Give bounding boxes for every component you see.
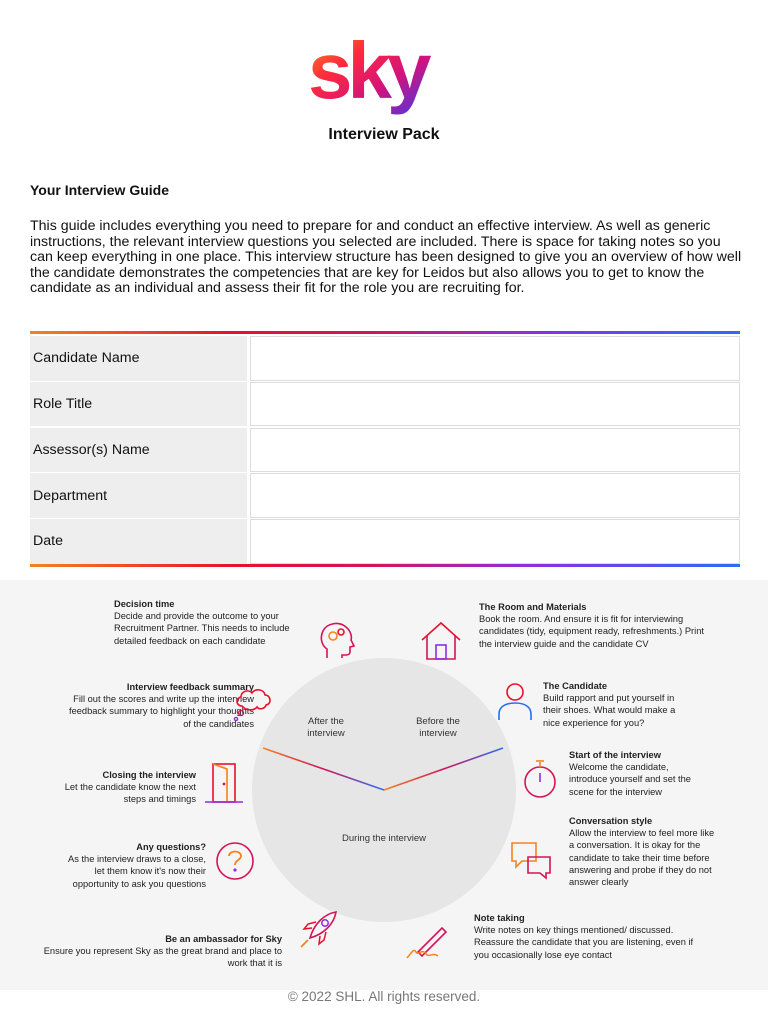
stopwatch-icon [517, 756, 563, 802]
step-title: Closing the interview [102, 770, 196, 780]
rocket-icon [296, 906, 342, 952]
step-text: Write notes on key things mentioned/ discussed. Reassure the candidate that you are listening, even if you occasionally lose eye contact [474, 925, 694, 960]
step-text: Let the candidate know the next steps and timings [64, 782, 196, 805]
step-text: Ensure you represent Sky as the great brand and place to work that it is [43, 946, 282, 969]
step-feedback-summary [60, 681, 254, 730]
step-note-taking [474, 912, 694, 961]
form-row-date [30, 519, 740, 564]
step-title: Be an ambassador for Sky [165, 934, 282, 944]
gradient-divider-top [30, 331, 740, 334]
thought-cloud-icon [230, 682, 276, 728]
candidate-details-form [30, 336, 740, 565]
step-title: Conversation style [569, 816, 653, 826]
candidate-name-label: Candidate Name [30, 336, 247, 381]
copyright-footer: © 2022 SHL. All rights reserved. [287, 989, 481, 1004]
gradient-divider-bottom [30, 564, 740, 567]
step-title: Decision time [114, 599, 175, 609]
candidate-name-field[interactable] [250, 336, 740, 381]
date-label: Date [30, 519, 247, 564]
step-conversation-style [569, 815, 719, 888]
form-row-assessor-name [30, 428, 740, 473]
step-text: Welcome the candidate, introduce yourself and set the scene for the interview [569, 762, 691, 797]
department-label: Department [30, 473, 247, 518]
step-title: The Room and Materials [479, 602, 587, 612]
form-row-role-title [30, 382, 740, 427]
step-title: Any questions? [136, 842, 206, 852]
step-title: Start of the interview [569, 750, 661, 760]
form-row-candidate-name [30, 336, 740, 381]
step-text: Decide and provide the outcome to your Recruitment Partner. This needs to include detailed feedback on each candidate [114, 611, 290, 646]
segment-after-label: After the interview [307, 716, 345, 739]
segment-before-label: Before the interview [416, 716, 460, 739]
date-field[interactable] [250, 519, 740, 564]
person-icon [492, 678, 538, 724]
step-start-interview [569, 749, 709, 798]
guide-heading: Your Interview Guide [30, 182, 169, 198]
door-icon [201, 760, 247, 806]
form-row-department [30, 473, 740, 518]
step-text: As the interview draws to a close, let them know it's now their opportunity to ask you questions [68, 854, 206, 889]
sky-logo [306, 38, 462, 118]
head-gears-icon [313, 618, 359, 664]
step-room-materials [479, 601, 707, 650]
step-text: Build rapport and put yourself in their shoes. What would make a nice experience for you? [543, 693, 676, 728]
step-title: Interview feedback summary [126, 682, 254, 692]
step-text: Book the room. And ensure it is fit for interviewing candidates (tidy, equipment ready, refreshments.) Print the interview guide and the candidate CV [479, 614, 704, 649]
department-field[interactable] [250, 473, 740, 518]
house-icon [418, 618, 464, 664]
assessor-name-field[interactable] [250, 428, 740, 473]
step-decision-time [114, 598, 314, 647]
step-title: The Candidate [543, 681, 608, 691]
svg-text:sky: sky [308, 38, 427, 115]
chat-bubbles-icon [508, 835, 554, 881]
role-title-field[interactable] [250, 382, 740, 427]
assessor-name-label: Assessor(s) Name [30, 428, 247, 473]
step-ambassador [30, 933, 282, 970]
step-text: Fill out the scores and write up the interview feedback summary to highlight your thoughts of the candidates [68, 694, 254, 729]
interview-process-infographic [0, 580, 768, 990]
document-title: Interview Pack [328, 126, 440, 143]
question-icon [212, 838, 258, 884]
step-title: Note taking [474, 913, 525, 923]
segment-during-label: During the interview [342, 833, 426, 844]
pen-icon [404, 918, 450, 964]
step-text: Allow the interview to feel more like a conversation. It is okay for the candidate to take their time before answering and probe if they do not answer clearly [569, 828, 715, 888]
step-the-candidate [543, 680, 693, 729]
step-closing-interview [60, 769, 196, 806]
role-title-label: Role Title [30, 382, 247, 427]
intro-paragraph: This guide includes everything you need to prepare for and conduct an effective interview. As well as generic instructions, the relevant interview questions you selected are included. There is space for taking notes so you can keep everything in one place. This interview structure has been designed to give you an overview of how well the candidate demonstrates the competencies that are key for Leidos but also allows you to get to know the candidate as an individual and assess their fit for the role you are recruiting for. [30, 218, 742, 297]
step-any-questions [60, 841, 206, 890]
